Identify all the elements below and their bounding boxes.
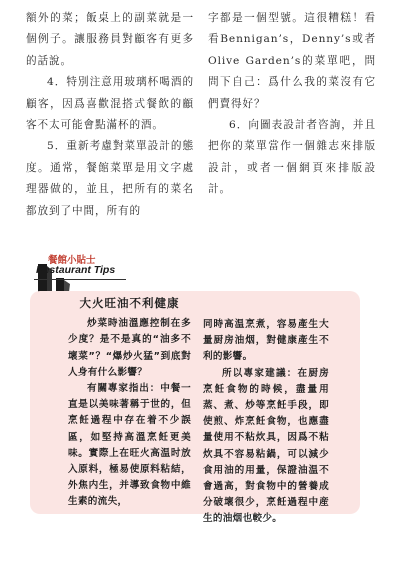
left-paragraph-2: 4．特別注意用玻璃杯喝酒的顧客，因爲喜歡混搭式餐飲的顧客不太可能會點滿杯的酒。: [26, 76, 194, 132]
right-paragraph-1: 字都是一個型號。這很糟糕！看看Bennigan’s，Denny’s或者Olive Garden’s的菜單吧，問問下自己：爲什么我的菜沒有它們賣得好？: [208, 12, 376, 110]
tips-left-paragraph-1: 炒菜時油溫應控制在多少度？是不是真的“油多不壞菜”？“爆炒火猛”到底對人身有什么影響？: [68, 318, 191, 378]
tips-right-paragraph-2: 所以專家建議：在厨房烹飪食物的時候，盡量用蒸、煮、炒等烹飪手段，即使煎、炸烹飪食物，也應盡量使用不粘炊具，因爲不粘炊具不容易粘鍋，可以減少食用油的用量，保證油温不會過高，對食物中的營養成分破壞很少，烹飪過程中産生的油烟也較少。: [203, 367, 329, 525]
left-paragraph-1: 額外的菜；飯桌上的副菜就是一個例子。讓服務員對顧客有更多的話說。: [26, 12, 194, 67]
tips-badge-label-zh: 餐館小貼士: [48, 255, 96, 266]
tips-left-column: [68, 295, 191, 511]
right-text-column: [208, 8, 376, 201]
tips-title: 大火旺油不利健康: [79, 296, 180, 310]
tips-badge-underline: [34, 279, 126, 280]
tips-badge-label-en: Restaurant Tips: [36, 264, 116, 276]
right-paragraph-2: 6．向圖表設計者咨詢，并且把你的菜單當作一個雜志來排版設計，或者一個網頁來排版設計。: [208, 119, 376, 196]
tips-right-column: [203, 317, 329, 528]
left-text-column: [26, 8, 194, 222]
tips-left-paragraph-2: 有關專家指出：中餐一直是以美味著稱于世的，但烹飪過程中存在着不少誤區，如堅持高溫烹飪更美味。實際上在旺火高温时放入原料，極易使原料粘結，外焦内生，并導致食物中維生素的流失，: [68, 383, 191, 508]
left-paragraph-3: 5．重新考慮對菜單設計的態度。通常，餐館菜單是用文字處理器做的，並且，把所有的菜名都放到了中間，所有的: [26, 140, 194, 217]
tips-right-paragraph-1: 同時高温烹煮，容易產生大量厨房油烟，對健康產生不利的影響。: [203, 319, 329, 363]
